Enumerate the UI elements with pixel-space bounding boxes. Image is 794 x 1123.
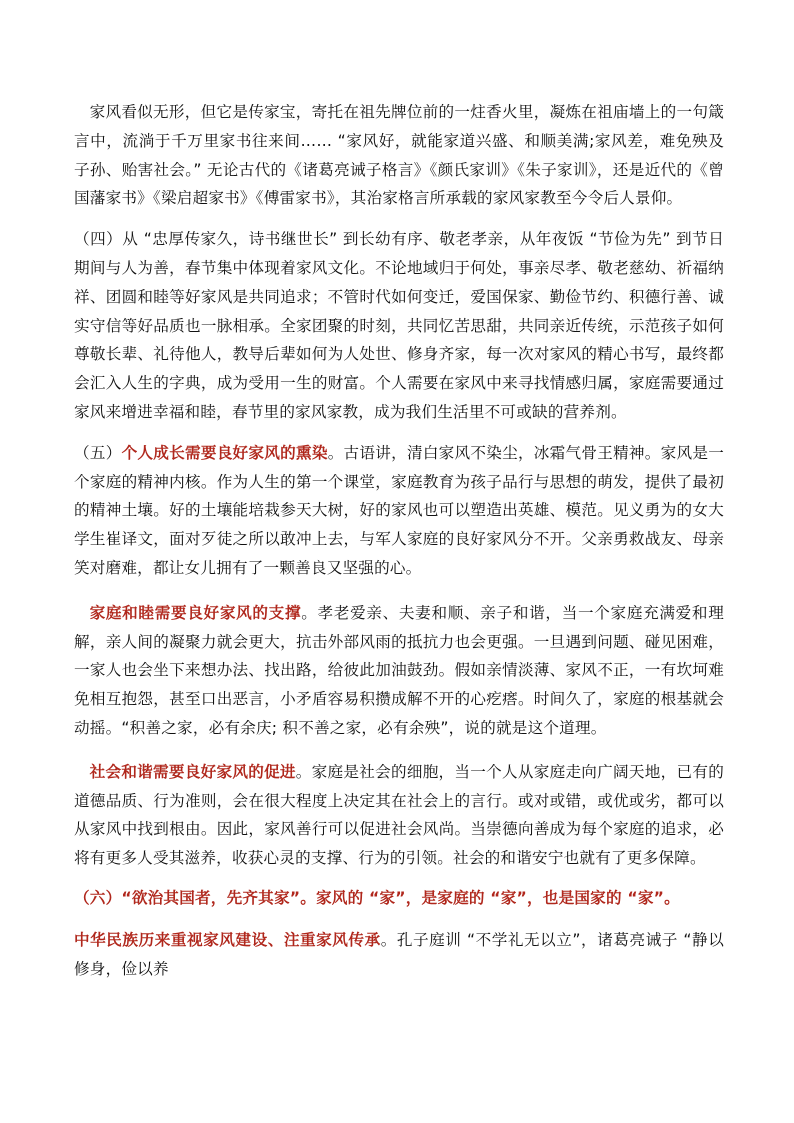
- paragraph-text: 。孝老爱亲、夫妻和顺、亲子和谐，当一个家庭充满爱和理解，亲人间的凝聚力就会更大，抗击外部风雨的抵抗力也会更强。一旦遇到问题、碰见困难，一家人也会坐下来想办法、找出路，给彼此加油鼓劲。假如亲情淡薄、家风不正，一有坎坷难免相互抱怨，甚至口出恶言，小矛盾容易积攒成解不开的心疙瘩。时间久了，家庭的根基就会动摇。“积善之家，必有余庆; 积不善之家，必有余殃”，说的就是这个道理。: [74, 603, 725, 737]
- paragraph-text: （四）从 “忠厚传家久，诗书继世长” 到长幼有序、敬老孝亲，从年夜饭 “节俭为先” 到节日期间与人为善，春节集中体现着家风文化。不论地域归于何处，事亲尽孝、敬老慈幼、祈福纳祥、团圆和睦等好家风是共同追求；不管时代如何变迁，爱国保家、勤俭节约、积德行善、诚实守信等好品质也一脉相承。全家团聚的时刻，共同忆苦思甜，共同亲近传统，示范孩子如何尊敬长辈、礼待他人，教导后辈如何为人处世、修身齐家，每一次对家风的精心书写，最终都会汇入人生的字典，成为受用一生的财富。个人需要在家风中来寻找情感归属，家庭需要通过家风来增进幸福和睦，春节里的家风家教，成为我们生活里不可或缺的营养剂。: [74, 230, 724, 421]
- document-page: [74, 98, 724, 983]
- paragraph-family-harmony: [74, 599, 724, 743]
- highlighted-lead-personal-growth: 个人成长需要良好家风的熏染: [121, 443, 328, 462]
- paragraph-chinese-tradition: [74, 926, 724, 984]
- paragraph-section-four: [74, 225, 724, 427]
- paragraph-text: 。古语讲，清白家风不染尘，冰霜气骨王精神。家风是一个家庭的精神内核。作为人生的第一个课堂，家庭教育为孩子品行与思想的萌发，提供了最初的精神土壤。好的土壤能培栽参天大树，好的家风也可以塑造出英雄、模范。见义勇为的女大学生崔译文，面对歹徒之所以敢冲上去，与军人家庭的良好家风分不开。父亲勇救战友、母亲笑对磨难，都让女儿拥有了一颗善良又坚强的心。: [74, 443, 724, 577]
- paragraph-section-five: [74, 439, 724, 583]
- highlighted-lead-social-harmony: 社会和谐需要良好家风的促进: [89, 762, 296, 781]
- section-number: （五）: [74, 443, 122, 462]
- highlighted-lead-chinese-tradition: 中华民族历来重视家风建设、注重家风传承: [74, 930, 381, 949]
- paragraph-text: 家风看似无形，但它是传家宝，寄托在祖先牌位前的一炷香火里，凝炼在祖庙墙上的一句箴言中，流淌于千万里家书往来间…… “家风好，就能家道兴盛、和顺美满;家风差，难免殃及子孙、贻害社会。” 无论古代的《诸葛亮诫子格言》《颜氏家训》《朱子家训》，还是近代的《曾国藩家书》《梁启超家书》《傅雷家书》，其治家格言所承载的家风家教至今令后人景仰。: [74, 103, 724, 208]
- paragraph-social-harmony: [74, 758, 724, 873]
- paragraph-family-heirloom: [74, 98, 724, 213]
- highlighted-lead-family-harmony: 家庭和睦需要良好家风的支撑: [89, 603, 302, 622]
- paragraph-text: 。家庭是社会的细胞，当一个人从家庭走向广阔天地，已有的道德品质、行为准则，会在很大程度上决定其在社会上的言行。或对或错，或优或劣，都可以从家风中找到根由。因此，家风善行可以促进社会风尚。当崇德向善成为每个家庭的追求，必将有更多人受其滋养，收获心灵的支撑、行为的引领。社会的和谐安宁也就有了更多保障。: [74, 762, 724, 868]
- highlighted-heading-section-six: （六）“欲治其国者，先齐其家”。家风的 “家”，是家庭的 “家”，也是国家的 “家”。: [74, 888, 680, 907]
- paragraph-text: 。孔子庭训 “不学礼无以立”，诸葛亮诫子 “静以修身，俭以养: [74, 930, 724, 978]
- paragraph-section-six: [74, 884, 724, 913]
